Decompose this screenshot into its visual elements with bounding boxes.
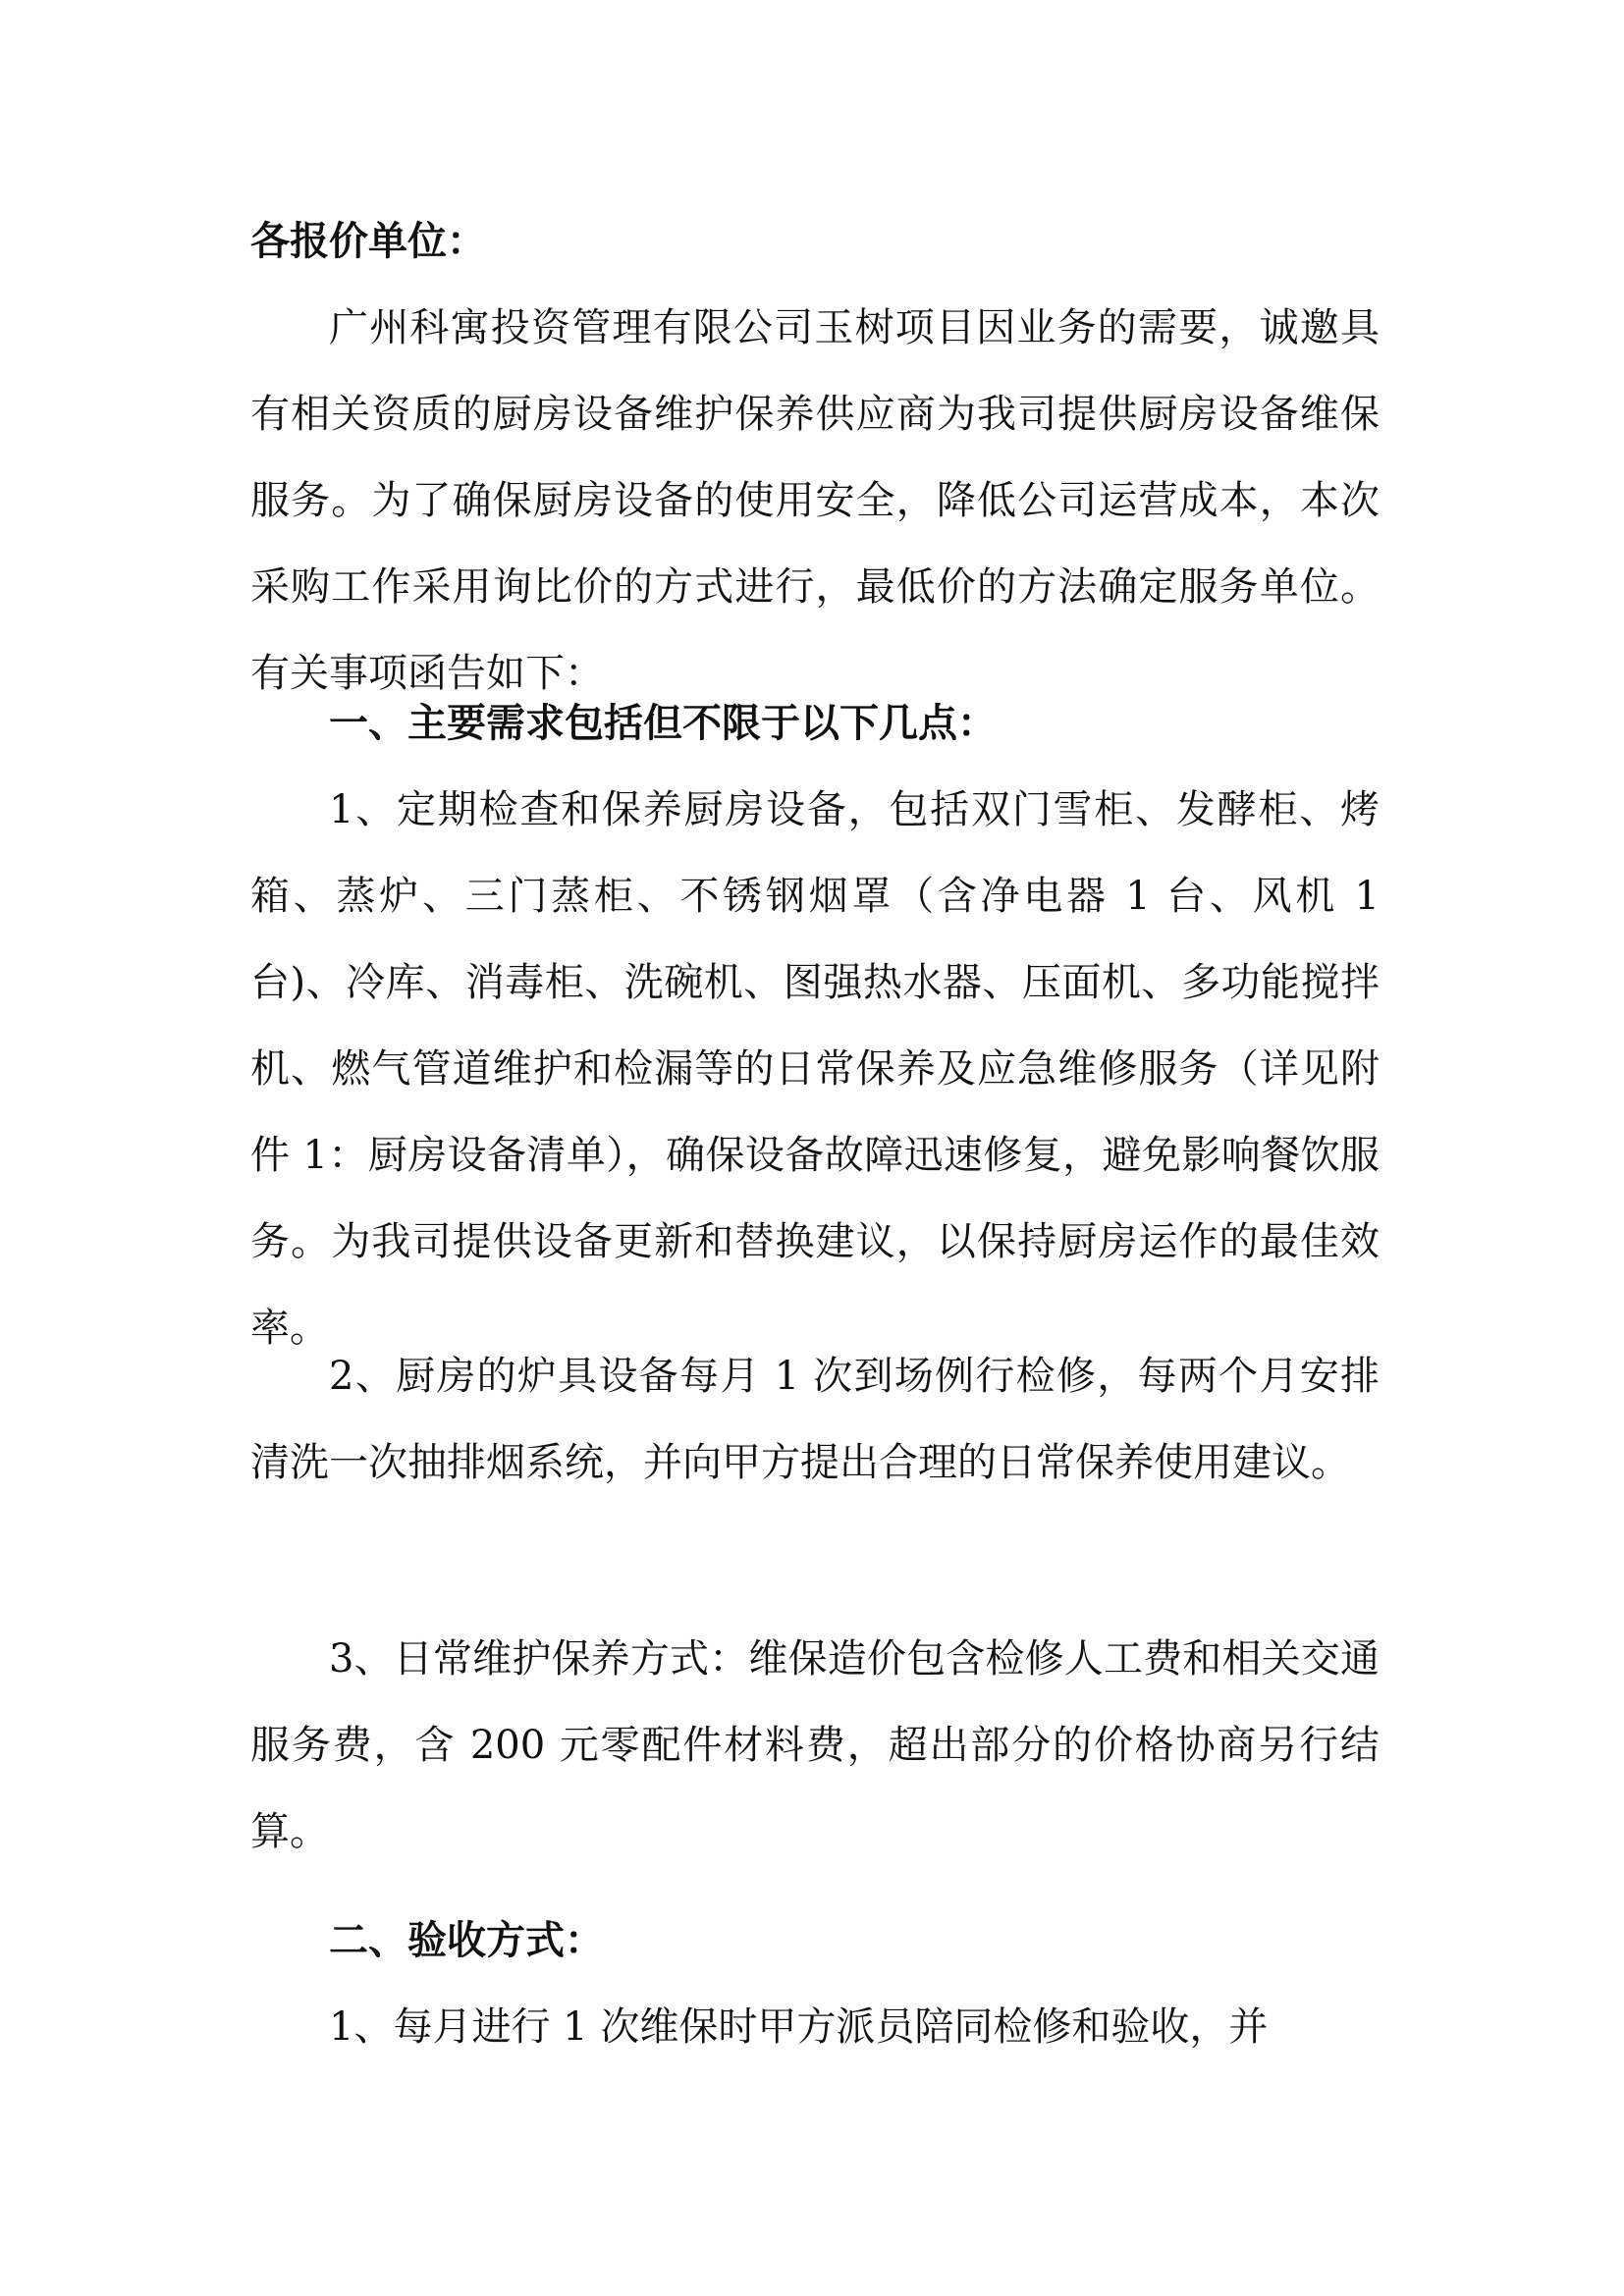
acceptance-item-1: 1、每月进行 1 次维保时甲方派员陪同检修和验收，并 [329,2004,1269,2050]
requirement-item-3: 3、日常维护保养方式：维保造价包含检修人工费和相关交通服务费，含 200 元零配件材料费，超出部分的价格协商另行结算。 [250,1636,1380,1854]
intro-paragraph: 广州科寓投资管理有限公司玉树项目因业务的需要，诚邀具有相关资质的厨房设备维护保养供应商为我司提供厨房设备维保服务。为了确保厨房设备的使用安全，降低公司运营成本，本次采购工作采用询比价的方式进行，最低价的方法确定服务单位。有关事项函告如下： [250,305,1380,696]
requirement-item-2: 2、厨房的炉具设备每月 1 次到场例行检修，每两个月安排清洗一次抽排烟系统，并向甲方提出合理的日常保养使用建议。 [250,1354,1380,1485]
requirement-item-1: 1、定期检查和保养厨房设备，包括双门雪柜、发酵柜、烤箱、蒸炉、三门蒸柜、不锈钢烟罩（含净电器 1 台、风机 1 台)、冷库、消毒柜、洗碗机、图强热水器、压面机、多功能搅拌机、燃气管道维护和检漏等的日常保养及应急维修服务（详见附件 1：厨房设备清单），确保设备故障迅速修复，避免影响餐饮服务。为我司提供设备更新和替换建议，以保持厨房运作的最佳效率。 [250,787,1380,1351]
section-heading-requirements: 一、主要需求包括但不限于以下几点： [329,701,997,746]
addressee-heading: 各报价单位： [250,219,486,264]
section-heading-acceptance: 二、验收方式： [329,1918,604,1963]
